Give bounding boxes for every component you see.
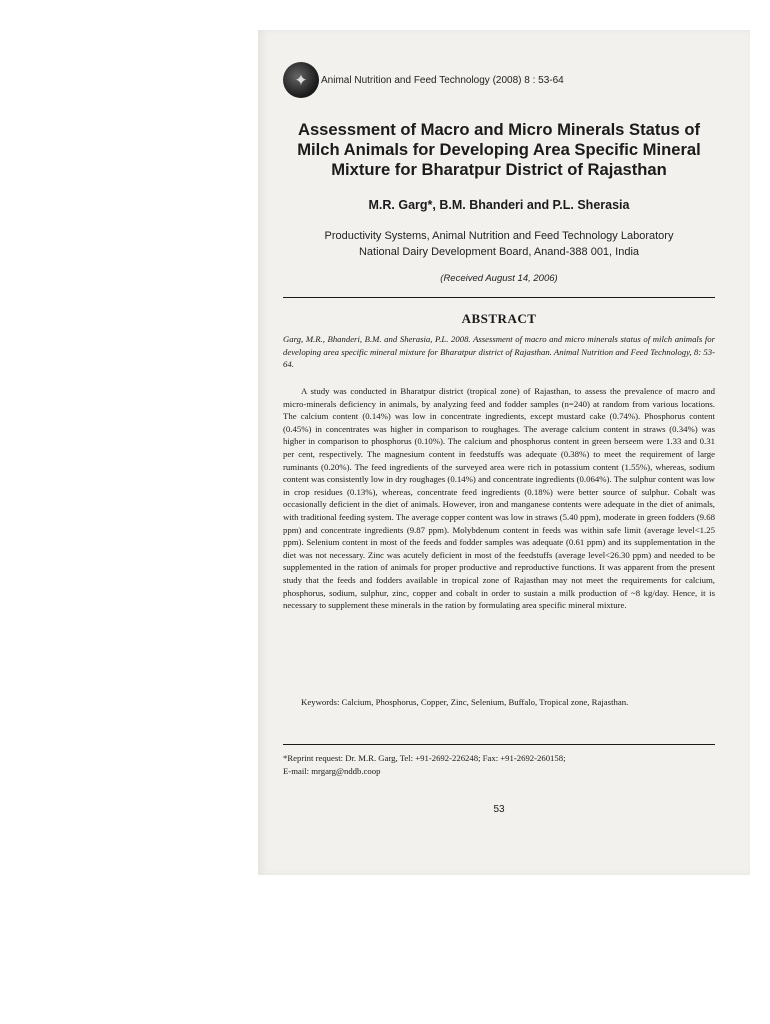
abstract-heading: ABSTRACT [461, 311, 537, 326]
title-line: Milch Animals for Developing Area Specific Mineral [297, 140, 701, 159]
article-title [283, 120, 715, 180]
keywords: Keywords: Calcium, Phosphorus, Copper, Zinc, Selenium, Buffalo, Tropical zone, Rajasthan. [301, 697, 629, 707]
affiliation [283, 228, 715, 260]
journal-globe-logo-icon: ✦ [283, 62, 319, 98]
reprint-footnote [283, 752, 715, 777]
page-number: 53 [493, 804, 505, 815]
affiliation-line: National Dairy Development Board, Anand-388 001, India [358, 246, 640, 258]
abstract-citation: Garg, M.R., Bhanderi, B.M. and Sherasia, P.L. 2008. Assessment of macro and micro minerals status of milch animals for developing area specific mineral mixture for Bharatpur district of Rajasthan. Animal Nutrition and Feed Technology, 8: 53-64. [283, 334, 715, 369]
journal-citation: Animal Nutrition and Feed Technology (2008) 8 : 53-64 [321, 74, 564, 86]
title-line: Mixture for Bharatpur District of Rajasthan [331, 160, 667, 179]
author-email: E-mail: mrgarg@nddb.coop [283, 765, 381, 776]
author-list: M.R. Garg*, B.M. Bhanderi and P.L. Sherasia [368, 198, 630, 212]
footnote-divider [283, 744, 715, 745]
header-divider [283, 297, 715, 298]
received-date: (Received August 14, 2006) [440, 273, 558, 284]
reprint-request: *Reprint request: Dr. M.R. Garg, Tel: +91-2692-226248; Fax: +91-2692-260158; [283, 753, 566, 763]
affiliation-line: Productivity Systems, Animal Nutrition and Feed Technology Laboratory [324, 230, 674, 242]
title-line: Assessment of Macro and Micro Minerals Status of [297, 120, 701, 139]
journal-header [283, 60, 723, 100]
abstract-body: A study was conducted in Bharatpur district (tropical zone) of Rajasthan, to assess the prevalence of macro and micro-minerals deficiency in animals, by analyzing feed and fodder samples (n=240) at random from various locations. The calcium content (0.14%) was low in concentrate ingredients, except mustard cake (0.74%). Phosphorus content (0.45%) in concentrates was higher in comparison to roughages. The average calcium content in straws (0.34%) was higher in comparison to phosphorus (0.10%). The calcium and phosphorus content in green berseem were 1.33 and 0.31 per cent, respectively. The magnesium content in feedstuffs was adequate (0.38%) to meet the requirement of large ruminants (0.20%). The feed ingredients of the surveyed area were rich in potassium content (1.55%), whereas, sodium content was consistently low in dry roughages (0.14%) and concentrate ingredients (0.064%). The sulphur content was low in crop residues (0.13%), whereas, concentrate feed ingredients (0.18%) were better source of sulphur. Cobalt was occasionally deficient in the diet of animals. However, iron and manganese contents were adequate in the diet of animals, with traditional feeding system. The average copper content was low in straws (5.40 ppm), moderate in green fodders (9.68 ppm) and concentrate ingredients (9.87 ppm). Molybdenum content in feeds was within safe limit (average level<1.25 ppm). Selenium content in most of the feeds and fodder samples was adequate (0.61 ppm) and its supplementation in the diet was not necessary. Zinc was acutely deficient in most of the feedstuffs (average level<26.30 ppm) and needed to be supplemented in the ration of animals for proper productive and reproductive functions. It was apparent from the present study that the feeds and fodders available in tropical zone of Rajasthan may not meet the requirements for calcium, phosphorus, sodium, sulphur, zinc, copper and cobalt in order to sustain a milk production of ~8 kg/day. Hence, it is necessary to supplement these minerals in the ration by formulating area specific mineral mixture. [283, 386, 715, 611]
